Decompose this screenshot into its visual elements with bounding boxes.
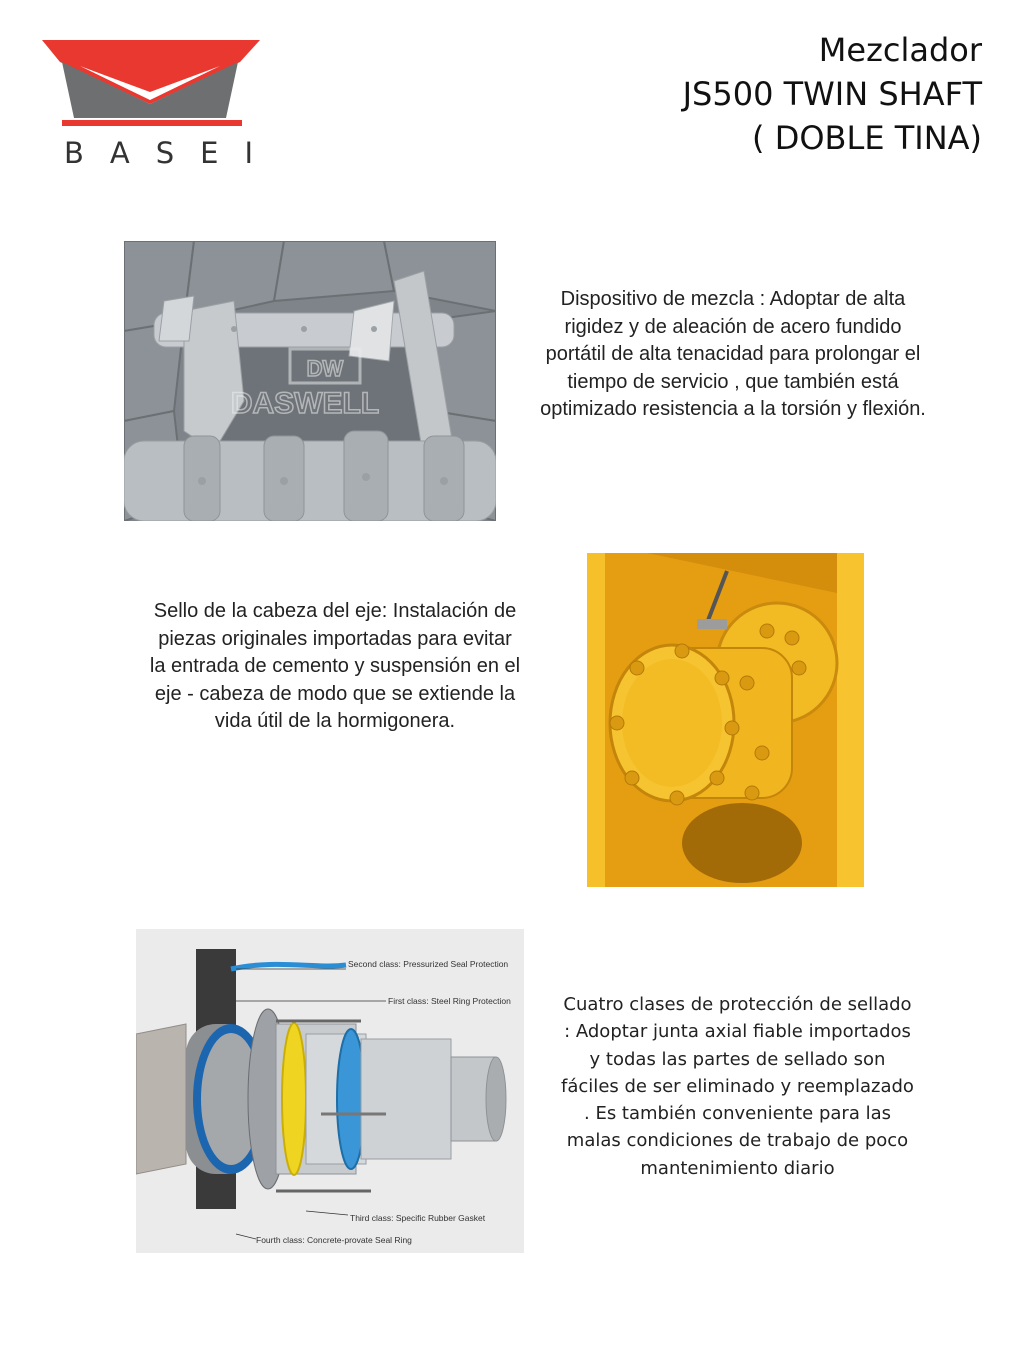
seal-classes-diagram xyxy=(136,929,524,1253)
title-line-3: ( DOBLE TINA) xyxy=(752,119,982,157)
mixing-device-description: Dispositivo de mezcla : Adoptar de alta rigidez y de aleación de acero fundido portátil de alta tenacidad para prolongar el tiempo de servicio , que también está optimizado resistencia a la torsión y flexión. xyxy=(540,288,926,420)
page-title xyxy=(683,28,982,160)
watermark-daswell: DASWELL xyxy=(230,387,380,420)
callout-fourth-class: Fourth class: Concrete-provate Seal Ring xyxy=(256,1235,412,1245)
watermark-dw: DW xyxy=(306,356,344,381)
callout-second-class: Second class: Pressurized Seal Protection xyxy=(348,959,509,969)
title-line-1: Mezclador xyxy=(818,31,982,69)
mixing-device-photo xyxy=(124,241,496,521)
callout-first-class: First class: Steel Ring Protection xyxy=(388,996,511,1006)
shaft-seal-description: Sello de la cabeza del eje: Instalación de piezas originales importadas para evitar la entrada de cemento y suspensión en el eje - cabeza de modo que se extiende la vida útil de la hormigonera. xyxy=(149,600,521,732)
shaft-seal-photo xyxy=(587,553,864,887)
logo-wordmark: BASEI xyxy=(64,136,280,170)
title-line-2: JS500 TWIN SHAFT xyxy=(682,75,982,113)
seal-classes-description: Cuatro clases de protección de sellado : Adoptar junta axial fiable importados y todas las partes de sellado son fáciles de ser eliminado y reemplazado . Es también conveniente para las malas condiciones de trabajo de poco mantenimiento diario xyxy=(561,994,914,1179)
callout-third-class: Third class: Specific Rubber Gasket xyxy=(350,1213,486,1223)
